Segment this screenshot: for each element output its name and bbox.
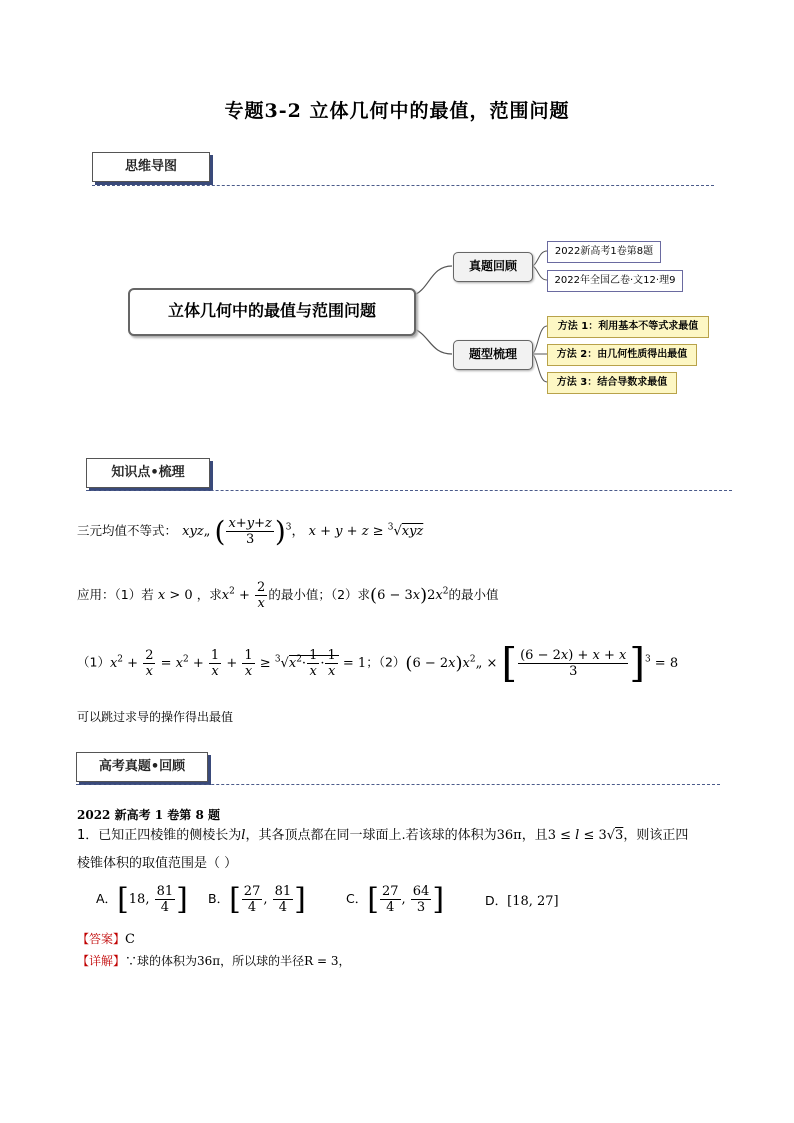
- application-part-1c: 的最小值；: [268, 587, 331, 602]
- question-line-1: 1．已知正四棱锥的侧棱长为l，其各顶点都在同一球面上.若该球的体积为36π，且3 ≤ l ≤ 3√3，则该正四: [77, 828, 689, 843]
- option-a-label: A．: [96, 891, 118, 906]
- solution-label-2: ；（2）: [366, 654, 406, 670]
- question-volume: 36π: [496, 828, 522, 843]
- application-label: 应用：: [77, 587, 115, 602]
- option-b[interactable]: B．[ $\frac{27}{4}$ , $\frac{81}{4}$ ]: [208, 882, 306, 917]
- page-title: 专题3-2 立体几何中的最值，范围问题: [224, 100, 570, 122]
- amgm-line: [77, 515, 423, 548]
- option-c[interactable]: C．[ $\frac{27}{4}$ , $\frac{64}{3}$ ]: [346, 882, 445, 917]
- option-a[interactable]: A．[18, $\frac{81}{4}$ ]: [96, 882, 188, 917]
- mindmap-leaf-exam-1: 2022新高考1卷第8题: [547, 241, 661, 263]
- application-part-1b: ，求: [196, 587, 222, 602]
- amgm-formula: xyz„ ( $\frac{x+y+z}{3}$ )$^3$， x + y + z ≥ $^3$√xyz: [182, 515, 424, 548]
- section-header-knowledge: 知识点•梳理: [86, 458, 210, 488]
- answer-line: [77, 930, 135, 947]
- question-line-2: 棱锥体积的取值范围是（ ）: [77, 856, 238, 871]
- mindmap-root: 立体几何中的最值与范围问题: [128, 288, 416, 336]
- question-text-2: ，其各顶点都在同一球面上.若该球的体积为: [245, 828, 497, 843]
- knowledge-note: 可以跳过求导的操作得出最值: [77, 710, 234, 724]
- application-part-2: （2）求: [330, 587, 371, 602]
- solution-label-1: （1）: [77, 654, 110, 670]
- question-var-l: l: [241, 828, 246, 843]
- amgm-label: 三元均值不等式：: [77, 523, 178, 538]
- detail-text: ∵球的体积为36π，所以球的半径R = 3，: [125, 954, 351, 968]
- mindmap-branch-review: 真题回顾: [453, 252, 533, 282]
- option-d[interactable]: [485, 890, 559, 909]
- application-line: 应用：（1）若 x > 0 ，求$x^2$ + $\frac{2}{x}$ 的最小值；（2）求$(6 - 3x)2x^2$的最小值: [77, 580, 499, 611]
- option-b-label: B．: [208, 891, 230, 906]
- mindmap-leaf-method-1: 方法 1：利用基本不等式求最值: [547, 316, 709, 338]
- answer-value: C: [125, 932, 135, 947]
- option-d-label: D．: [485, 893, 508, 908]
- option-c-label: C．: [346, 891, 368, 906]
- mindmap-leaf-exam-2: 2022年全国乙卷·文12·理9: [547, 270, 683, 292]
- question-text-3: ，且: [521, 828, 548, 843]
- detail-label: 【详解】: [77, 954, 126, 968]
- detail-line: [77, 952, 351, 969]
- application-part-1: （1）若: [114, 587, 154, 602]
- answer-label: 【答案】: [77, 932, 126, 946]
- option-d-value: [18, 27]: [507, 894, 559, 909]
- mindmap-leaf-method-2: 方法 2：由几何性质得出最值: [547, 344, 697, 366]
- exam-source: 2022 新高考 1 卷第 8 题: [77, 808, 220, 822]
- section-divider: [86, 490, 732, 491]
- application-part-2b: 的最小值: [448, 587, 499, 602]
- question-text-4: ，则该正四: [623, 828, 689, 843]
- question-text-1: 1．已知正四棱锥的侧棱长为: [77, 828, 242, 843]
- section-header-exam: 高考真题•回顾: [76, 752, 208, 782]
- solution-line: $(1)x^2$ + $\frac{2}{x}$ = $x^2$ + $\frac{1}{x}$ + $\frac{1}{x}$ ≥ $^3√x^2\cdot$ $\frac{1}{x}$ · $\frac{1}{x}$ = 1；$(2)(6 - 2x)x^2„$ × [ $\frac{(6 - 2x) + x + x}{3}$ ]$^3$ = 8: [77, 640, 679, 686]
- section-divider: [76, 784, 720, 785]
- section-header-mindmap: 思维导图: [92, 152, 210, 182]
- mindmap-branch-methods: 题型梳理: [453, 340, 533, 370]
- mindmap-leaf-method-3: 方法 3：结合导数求最值: [547, 372, 677, 394]
